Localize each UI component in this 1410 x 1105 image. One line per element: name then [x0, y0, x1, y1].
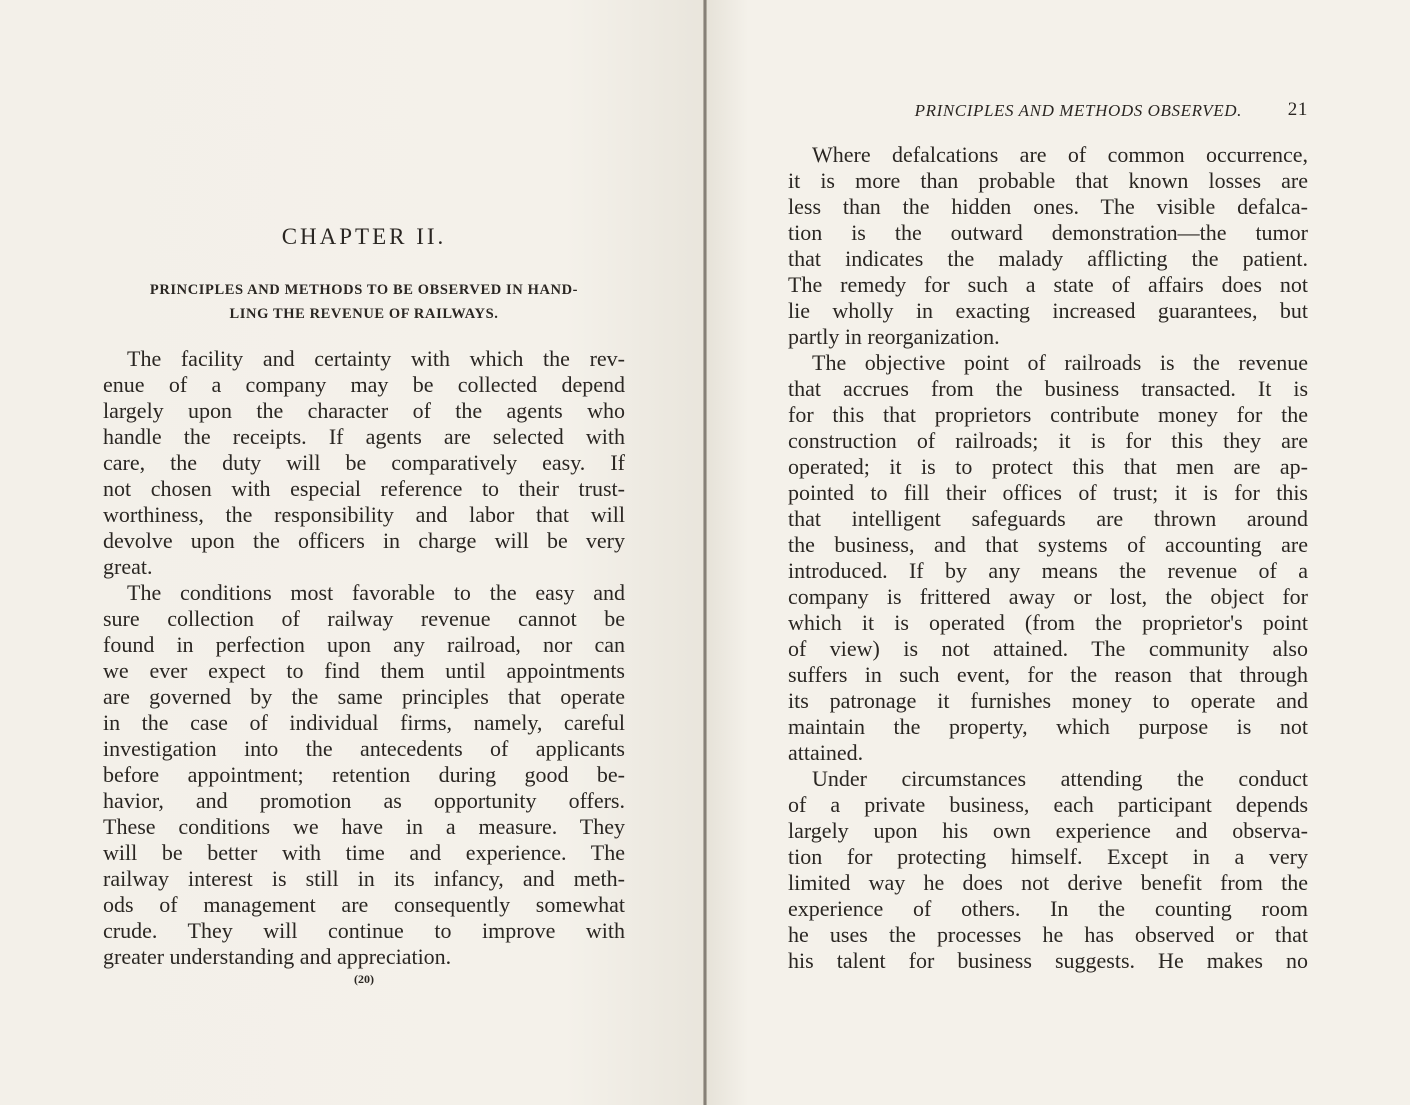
chapter-subtitle	[103, 278, 625, 326]
text-line: enue of a company may be collected depend	[103, 372, 625, 397]
text-line: in the case of individual firms, namely, careful	[103, 710, 625, 735]
text-line: attained.	[788, 740, 864, 765]
text-line: that intelligent safeguards are thrown around	[788, 506, 1308, 531]
text-line: The objective point of railroads is the revenue	[812, 350, 1308, 375]
text-line: limited way he does not derive benefit from the	[788, 870, 1308, 895]
text-line: are governed by the same principles that operate	[103, 684, 625, 709]
text-line: railway interest is still in its infancy, and meth-	[103, 866, 625, 891]
text-line: experience of others. In the counting room	[788, 896, 1308, 921]
text-line: for this that proprietors contribute money for the	[788, 402, 1308, 427]
text-line: found in perfection upon any railroad, nor can	[103, 632, 625, 657]
chapter-subtitle-line: PRINCIPLES AND METHODS TO BE OBSERVED IN HAND-	[149, 282, 579, 298]
text-line: The remedy for such a state of affairs does not	[788, 272, 1308, 297]
text-line: investigation into the antecedents of applicants	[103, 736, 625, 761]
text-line: lie wholly in exacting increased guarantees, but	[788, 298, 1308, 323]
text-line: worthiness, the responsibility and labor that will	[103, 502, 625, 527]
text-line: of view) is not attained. The community also	[788, 636, 1308, 661]
page-folio: (20)	[354, 972, 374, 986]
text-line: of a private business, each participant depends	[788, 792, 1308, 817]
text-line: suffers in such event, for the reason that through	[788, 662, 1308, 687]
text-line: it is more than probable that known losses are	[788, 168, 1308, 193]
text-line: his talent for business suggests. He makes no	[788, 948, 1308, 973]
running-head	[788, 99, 1308, 125]
text-line: company is frittered away or lost, the object for	[788, 584, 1308, 609]
text-line: introduced. If by any means the revenue of a	[788, 558, 1308, 583]
chapter-subtitle-line: LING THE REVENUE OF RAILWAYS.	[229, 306, 499, 322]
text-line: sure collection of railway revenue cannot be	[103, 606, 625, 631]
right-body-text	[788, 142, 1308, 974]
text-line: he uses the processes he has observed or that	[788, 922, 1308, 947]
text-line: Where defalcations are of common occurrence,	[812, 142, 1308, 167]
text-line: largely upon the character of the agents who	[103, 398, 625, 423]
text-line: not chosen with especial reference to their trust-	[103, 476, 625, 501]
text-line: we ever expect to find them until appointments	[103, 658, 625, 683]
text-line: greater understanding and appreciation.	[103, 944, 452, 969]
text-line: maintain the property, which purpose is not	[788, 714, 1308, 739]
text-line: the business, and that systems of accounting are	[788, 532, 1308, 557]
text-line: care, the duty will be comparatively easy. If	[103, 450, 625, 475]
text-line: pointed to fill their offices of trust; it is for this	[788, 480, 1308, 505]
text-line: Under circumstances attending the conduct	[812, 766, 1308, 791]
text-line: less than the hidden ones. The visible defalca-	[788, 194, 1308, 219]
text-line: The conditions most favorable to the easy and	[127, 580, 625, 605]
text-line: handle the receipts. If agents are selected with	[103, 424, 625, 449]
text-line: which it is operated (from the proprietor's point	[788, 610, 1308, 635]
running-head-title: PRINCIPLES AND METHODS OBSERVED.	[914, 101, 1242, 120]
text-line: operated; it is to protect this that men are ap-	[788, 454, 1308, 479]
text-line: tion is the outward demonstration—the tumor	[788, 220, 1308, 245]
text-line: construction of railroads; it is for this they are	[788, 428, 1308, 453]
text-line: These conditions we have in a measure. They	[103, 814, 625, 839]
text-line: partly in reorganization.	[788, 324, 1000, 349]
text-line: its patronage it furnishes money to operate and	[788, 688, 1308, 713]
text-line: largely upon his own experience and observa-	[788, 818, 1308, 843]
text-line: will be better with time and experience. The	[103, 840, 625, 865]
chapter-title: CHAPTER II.	[281, 224, 447, 249]
left-body-text	[103, 346, 625, 970]
text-line: before appointment; retention during good be-	[103, 762, 625, 787]
text-line: havior, and promotion as opportunity offers.	[103, 788, 625, 813]
text-line: great.	[103, 554, 153, 579]
text-line: tion for protecting himself. Except in a very	[788, 844, 1308, 869]
page-number: 21	[1287, 99, 1308, 120]
text-line: ods of management are consequently somewhat	[103, 892, 625, 917]
text-line: devolve upon the officers in charge will be very	[103, 528, 625, 553]
text-line: that accrues from the business transacted. It is	[788, 376, 1308, 401]
text-line: that indicates the malady afflicting the patient.	[788, 246, 1308, 271]
text-line: crude. They will continue to improve with	[103, 918, 625, 943]
text-line: The facility and certainty with which the rev-	[127, 346, 625, 371]
book-gutter	[703, 0, 707, 1105]
